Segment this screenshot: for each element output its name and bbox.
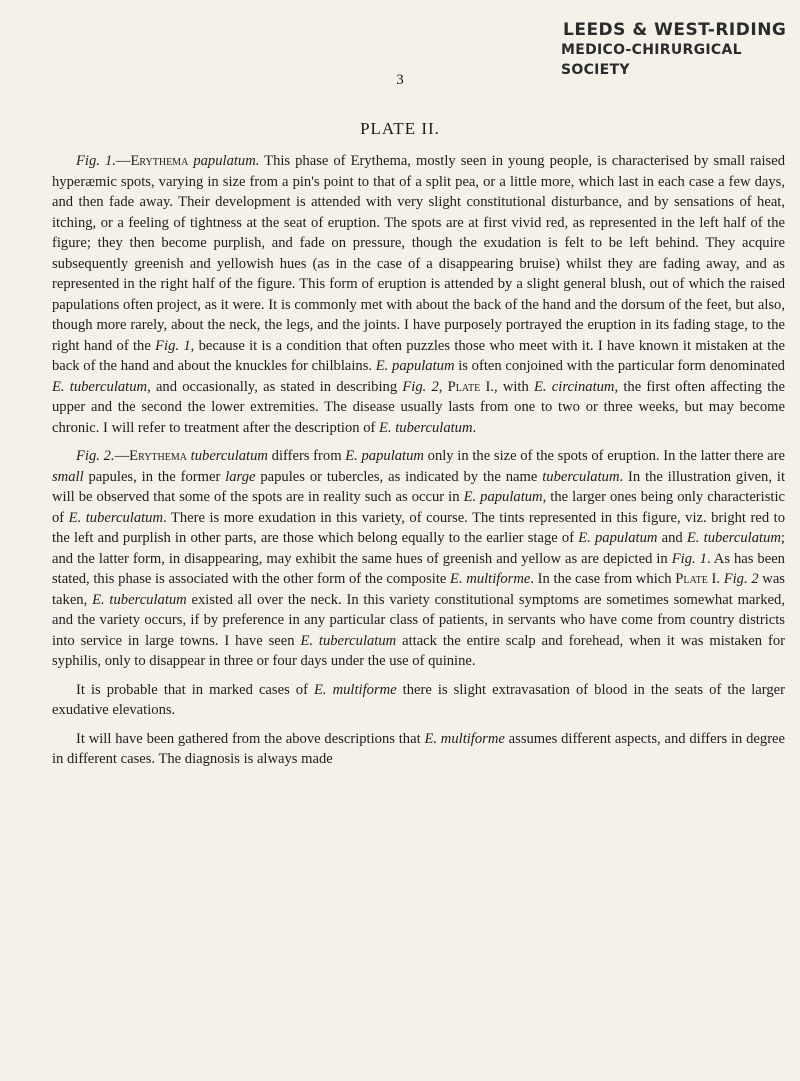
text-run: differs from <box>267 448 346 464</box>
species-ref: E. multiforme <box>450 571 531 587</box>
species-ref: E. papulatum <box>345 448 424 464</box>
plate-ref: Plate <box>675 571 708 587</box>
text-run: existed all over the neck. In this variety constitutional symptoms are sometimes somewhat marked, and the variety occurs, if by preference in any particular class of patients, in servants who have come from country districts into service in large towns. I have seen <box>52 591 785 649</box>
species-ref: E. tuberculatum <box>686 530 781 546</box>
text-run: , because it is a condition that often puzzles those who meet with it. I have known it mistaken at the back of the hand and about the knuckles for chilblains. <box>52 337 785 374</box>
text-run: was taken, <box>52 571 785 608</box>
text-run: , and occasionally, as stated in describing <box>147 378 403 395</box>
figure-ref: Fig. 2 <box>402 378 439 395</box>
page-number: 3 <box>396 72 404 88</box>
paragraph-3 <box>52 680 785 721</box>
text-run: I., with <box>480 378 534 395</box>
text-run: It is probable that in marked cases of <box>76 681 314 698</box>
species-ref: E. papulatum <box>578 530 658 546</box>
text-run: This phase of Erythema, mostly seen in young people, is characterised by small raised hyperæmic spots, varying in size from a pin's point to that of a split pea, or a little more, which last in each case a few days, and then fade away. Their development is attended with very slight constitutional disturbance, and by sensations of heat, itching, or a feeling of tightness at the seat of eruption. The spots are at first vivid red, as represented in the left half of the figure; they then become purplish, and fade on pressure, though the exudation is felt to be left behind. They acquire subsequently greenish and yellowish hues (as in the case of a disappearing bruise) whilst they are fading away, and as represented in the right half of the figure. This form of eruption is attended by a slight general blush, out of which the raised papulations often project, as it were. It is commonly met with about the back of the hand and the dorsum of the feet, but also, though more rarely, about the neck, the legs, and the joints. I have purposely portrayed the eruption in its fading stage, to the right hand of the <box>52 153 785 354</box>
term-italic: tuberculatum <box>190 448 268 464</box>
paragraph-fig-1 <box>52 151 785 438</box>
text-run: there is slight extravasation of blood in the seats of the larger exudative elevations. <box>52 681 785 718</box>
term-italic: papulatum. <box>193 153 260 169</box>
stamp-line-2: MEDICO-CHIRURGICAL SOCIETY <box>561 42 742 78</box>
plate-ref: Plate <box>447 378 481 395</box>
text-run: assumes different aspects, and differs in degree in different cases. The diagnosis is always made <box>52 730 786 767</box>
figure-ref: Fig. 1 <box>671 550 707 567</box>
emphasis: tuberculatum <box>542 468 620 485</box>
figure-ref: Fig. 1 <box>155 337 191 354</box>
paragraph-fig-2 <box>52 446 785 672</box>
text-run: and <box>657 530 687 546</box>
species-ref: E. circinatum <box>534 378 615 395</box>
emphasis: small <box>52 468 84 485</box>
text-run: , <box>438 378 448 395</box>
fig-label: Fig. 2. <box>76 448 115 464</box>
figure-ref: Fig. 2 <box>723 571 759 587</box>
species-ref: E. papulatum <box>375 358 455 374</box>
paragraph-4 <box>52 729 785 770</box>
text-run: , the first often affecting the upper and the second the lower extremities. The disease usually lasts from one to two or three weeks, but may become chronic. I will refer to treatment after the description of <box>52 378 785 436</box>
stamp-line-1: LEEDS & WEST-RIDING <box>563 20 787 40</box>
emphasis: large <box>225 468 256 485</box>
text-run: ; and the latter form, in disappearing, may exhibit the same hues of greenish and yellow as are depicted in <box>52 530 785 567</box>
term: Erythema <box>129 448 187 464</box>
body-text <box>52 151 785 770</box>
text-run: . As has been stated, this phase is associated with the other form of the composite <box>52 550 785 587</box>
text-run: only in the size of the spots of eruption. In the latter there are <box>423 448 785 464</box>
text-run: . There is more exudation in this variety, of course. The tints represented in this figure, viz. bright red to the left and purplish in other parts, are those which belong equally to the earlier stage of <box>52 509 785 546</box>
text-run: . <box>472 419 477 436</box>
text-run: . In the case from which <box>530 571 676 587</box>
dash: — <box>114 448 130 464</box>
text-run: is often conjoined with the particular form denominated <box>454 358 785 374</box>
species-ref: E. multiforme <box>424 730 505 747</box>
text-run: papules, in the former <box>83 468 226 485</box>
plate-title: PLATE II. <box>360 119 440 138</box>
species-ref: E. tuberculatum <box>52 378 148 395</box>
species-ref: E. papulatum <box>463 489 543 505</box>
text-run: , the larger ones being only characteristic of <box>52 489 785 526</box>
species-ref: E. tuberculatum <box>379 419 473 436</box>
text-run: . In the illustration given, it will be observed that some of the spots are in reality such as occur in <box>52 468 786 505</box>
fig-label: Fig. 1. <box>76 153 116 169</box>
text-run: It will have been gathered from the above descriptions that <box>76 730 425 747</box>
species-ref: E. tuberculatum <box>92 591 187 608</box>
dash: — <box>115 153 131 169</box>
species-ref: E. tuberculatum <box>300 632 397 649</box>
species-ref: E. tuberculatum <box>68 509 164 526</box>
term: Erythema <box>130 153 189 169</box>
species-ref: E. multiforme <box>313 681 397 698</box>
library-stamp <box>563 20 800 80</box>
text-run: papules or tubercles, as indicated by the name <box>255 468 543 485</box>
text-run: I. <box>707 571 724 587</box>
text-run: attack the entire scalp and forehead, when it was mistaken for syphilis, only to disappear in three or four days under the use of quinine. <box>52 632 785 669</box>
